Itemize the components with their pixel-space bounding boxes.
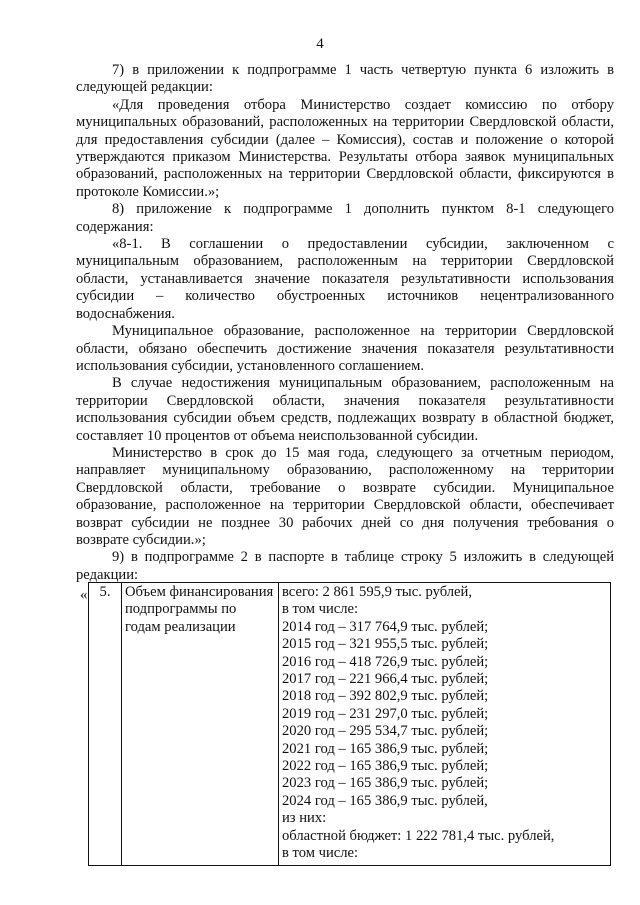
page-number: 4 — [316, 36, 324, 52]
document-body — [76, 62, 614, 584]
row-name-cell: Объем финансирования подпрограммы по годам реализации — [122, 583, 279, 866]
paragraph-obligation: Муниципальное образование, расположенное на территории Свердловской области, обязано обеспечить достижение значения показателя результативности использования субсидии, установленного соглашением. — [76, 323, 614, 374]
paragraph-return-requirement: Министерство в срок до 15 мая года, следующего за отчетным периодом, направляет муниципальному образованию, расположенному на территории Свердловской области, требование о возврате субсидии. Муниципальное образование, расположенное на территории Свердловской области, обеспечивает возврат субсидии не позднее 30 рабочих дней со дня получения требования о возврате субсидии.»; — [76, 444, 614, 548]
financing-total: всего: 2 861 595,9 тыс. рублей, — [282, 584, 472, 600]
financing-year-2024: 2024 год – 165 386,9 тыс. рублей, — [282, 792, 488, 809]
financing-year-2020: 2020 год – 295 534,7 тыс. рублей; — [282, 723, 489, 740]
paragraph-item-7: 7) в приложении к подпрограмме 1 часть четвертую пункта 6 изложить в следующей редакции: — [76, 62, 614, 96]
financing-cell — [279, 583, 611, 866]
financing-year-2014: 2014 год – 317 764,9 тыс. рублей; — [282, 618, 489, 635]
financing-year-2015: 2015 год – 321 955,5 тыс. рублей; — [282, 636, 489, 653]
financing-regional-budget: областной бюджет: 1 222 781,4 тыс. рублей, — [282, 827, 555, 844]
financing-year-2021: 2021 год – 165 386,9 тыс. рублей; — [282, 740, 489, 757]
paragraph-item-9: 9) в подпрограмме 2 в паспорте в таблице строку 5 изложить в следующей редакции: — [76, 549, 614, 583]
financing-year-2016: 2016 год – 418 726,9 тыс. рублей; — [282, 653, 489, 670]
financing-year-2019: 2019 год – 231 297,0 тыс. рублей; — [282, 705, 489, 722]
financing-year-2018: 2018 год – 392 802,9 тыс. рублей; — [282, 688, 489, 705]
paragraph-quote-selection: «Для проведения отбора Министерство создает комиссию по отбору муниципальных образований, расположенных на территории Свердловской области, для предоставления субсидии (далее – Комиссия), состав и положение о которой утверждаются приказом Министерства. Результаты отбора заявок муниципальных образований, расположенных на территории Свердловской области, фиксируются в протоколе Комиссии.»; — [76, 96, 614, 200]
financing-year-2022: 2022 год – 165 386,9 тыс. рублей; — [282, 758, 489, 775]
financing-line: в том числе: — [282, 601, 359, 618]
financing-year-2017: 2017 год – 221 966,4 тыс. рублей; — [282, 671, 489, 688]
financing-year-2023: 2023 год – 165 386,9 тыс. рублей; — [282, 775, 489, 792]
paragraph-penalty: В случае недостижения муниципальным образованием, расположенным на территории Свердловской области, значения показателя результативности использования субсидии объем средств, подлежащих возврату в областной бюджет, составляет 10 процентов от объема неиспользованной субсидии. — [76, 375, 614, 444]
table-quote-mark: « — [80, 587, 88, 603]
row-number-cell: 5. — [89, 583, 122, 866]
financing-line: в том числе: — [282, 845, 359, 862]
paragraph-point-8-1: «8-1. В соглашении о предоставлении субсидии, заключенном с муниципальным образованием, расположенным на территории Свердловской области, устанавливается значение показателя результативности использования субсидии – количество обустроенных источников нецентрализованного водоснабжения. — [76, 236, 614, 322]
paragraph-item-8: 8) приложение к подпрограмме 1 дополнить пунктом 8-1 следующего содержания: — [76, 201, 614, 235]
table-row — [89, 583, 611, 866]
financing-line: из них: — [282, 810, 327, 827]
passport-table — [88, 582, 611, 866]
